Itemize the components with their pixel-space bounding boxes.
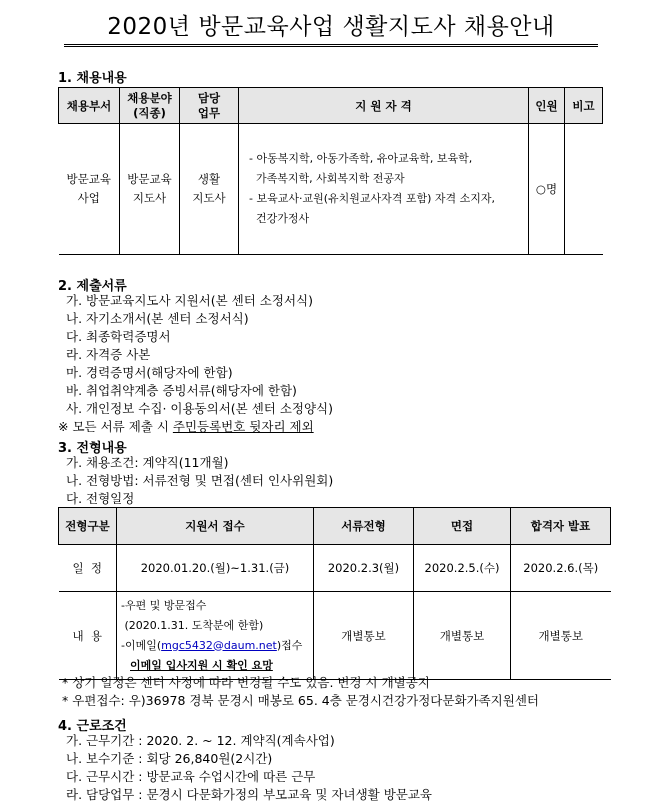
- email-prefix: -이메일(: [121, 638, 162, 652]
- doc-item: 바. 취업취약계층 증빙서류(해당자에 한함): [66, 383, 297, 398]
- row-content-label: 내 용: [59, 592, 117, 680]
- qual-line: 가족복지학, 사회복지학 전공자: [249, 172, 405, 185]
- schedule-interview: 2020.2.5.(수): [414, 545, 511, 592]
- header-interview: 면접: [414, 508, 511, 545]
- doc-item: 가. 방문교육지도사 지원서(본 센터 소정서식): [66, 293, 313, 308]
- qual-line: 건강가정사: [249, 212, 310, 225]
- receipt-mail-note: (2020.1.31. 도착분에 한함): [121, 618, 264, 632]
- header-stage: 전형구분: [59, 508, 117, 545]
- condition-item: 가. 근무기간 : 2020. 2. ~ 12. 계약직(계속사업): [66, 733, 335, 748]
- schedule-table: [58, 507, 611, 680]
- section-heading-screening: 3. 전형내용: [58, 441, 127, 456]
- doc-item: 다. 최종학력증명서: [66, 329, 171, 344]
- qual-line: - 아동복지학, 아동가족학, 유아교육학, 보육학,: [249, 152, 473, 165]
- condition-item: 라. 담당업무 : 문경시 다문화가정의 부모교육 및 자녀생활 방문교육: [66, 787, 432, 802]
- documents-note: [58, 418, 314, 436]
- screening-item: 나. 전형방법: 서류전형 및 면접(센터 인사위원회): [66, 473, 334, 488]
- condition-item: 다. 근무시간 : 방문교육 수업시간에 따른 근무: [66, 769, 316, 784]
- cell-note: [565, 124, 603, 255]
- doc-item: 사. 개인정보 수집· 이용동의서(본 센터 소정양식): [66, 401, 333, 416]
- receipt-mail: -우편 및 방문접수: [121, 598, 207, 612]
- header-qualification: 지 원 자 격: [239, 88, 529, 124]
- header-count: 인원: [529, 88, 565, 124]
- receipt-email-line: [121, 636, 313, 656]
- header-note: 비고: [565, 88, 603, 124]
- header-receipt: 지원서 접수: [117, 508, 314, 545]
- doc-item: 라. 자격증 사본: [66, 347, 151, 362]
- schedule-result: 2020.2.6.(목): [511, 545, 611, 592]
- condition-item: 나. 보수기준 : 회당 26,840원(2시간): [66, 751, 273, 766]
- email-check-note: 이메일 입사지원 시 확인 요망: [130, 658, 273, 672]
- doc-item: 마. 경력증명서(해당자에 한함): [66, 365, 233, 380]
- qual-line: - 보육교사·교원(유치원교사자격 포함) 자격 소지자,: [249, 192, 496, 205]
- header-duty: 담당 업무: [180, 88, 239, 124]
- mail-address-note: * 우편접수: 우)36978 경북 문경시 매봉로 65. 4층 문경시건강가정다문화가족지원센터: [62, 693, 539, 708]
- cell-field: 방문교육 지도사: [120, 124, 180, 255]
- schedule-doc: 2020.2.3(월): [314, 545, 414, 592]
- email-suffix: )접수: [276, 638, 303, 652]
- screening-item: 다. 전형일정: [66, 491, 135, 506]
- doc-item: 나. 자기소개서(본 센터 소정서식): [66, 311, 249, 326]
- schedule-note: * 상기 일정은 센터 사정에 따라 변경될 수도 있음. 변경 시 개별공지: [62, 675, 430, 690]
- content-doc: 개별통보: [314, 592, 414, 680]
- cell-qualification: [239, 124, 529, 255]
- recruitment-table: [58, 87, 603, 255]
- cell-count: ○명: [529, 124, 565, 255]
- header-doc-screening: 서류전형: [314, 508, 414, 545]
- header-dept: 채용부서: [59, 88, 120, 124]
- content-interview: 개별통보: [414, 592, 511, 680]
- page-title: 2020년 방문교육사업 생활지도사 채용안내: [64, 12, 598, 47]
- screening-item: 가. 채용조건: 계약직(11개월): [66, 455, 229, 470]
- email-link[interactable]: mgc5432@daum.net: [161, 638, 277, 652]
- cell-dept: 방문교육 사업: [59, 124, 120, 255]
- content-result: 개별통보: [511, 592, 611, 680]
- header-result: 합격자 발표: [511, 508, 611, 545]
- content-receipt: [117, 592, 314, 680]
- documents-note-underlined: 주민등록번호 뒷자리 제외: [172, 419, 314, 434]
- documents-note-prefix: ※ 모든 서류 제출 시: [58, 419, 173, 434]
- cell-duty: 생활 지도사: [180, 124, 239, 255]
- header-field: 채용분야 (직종): [120, 88, 180, 124]
- section-heading-recruitment: 1. 채용내용: [58, 71, 127, 86]
- schedule-receipt: 2020.01.20.(월)~1.31.(금): [117, 545, 314, 592]
- section-heading-conditions: 4. 근로조건: [58, 719, 127, 734]
- section-heading-documents: 2. 제출서류: [58, 279, 127, 294]
- row-schedule-label: 일 정: [59, 545, 117, 592]
